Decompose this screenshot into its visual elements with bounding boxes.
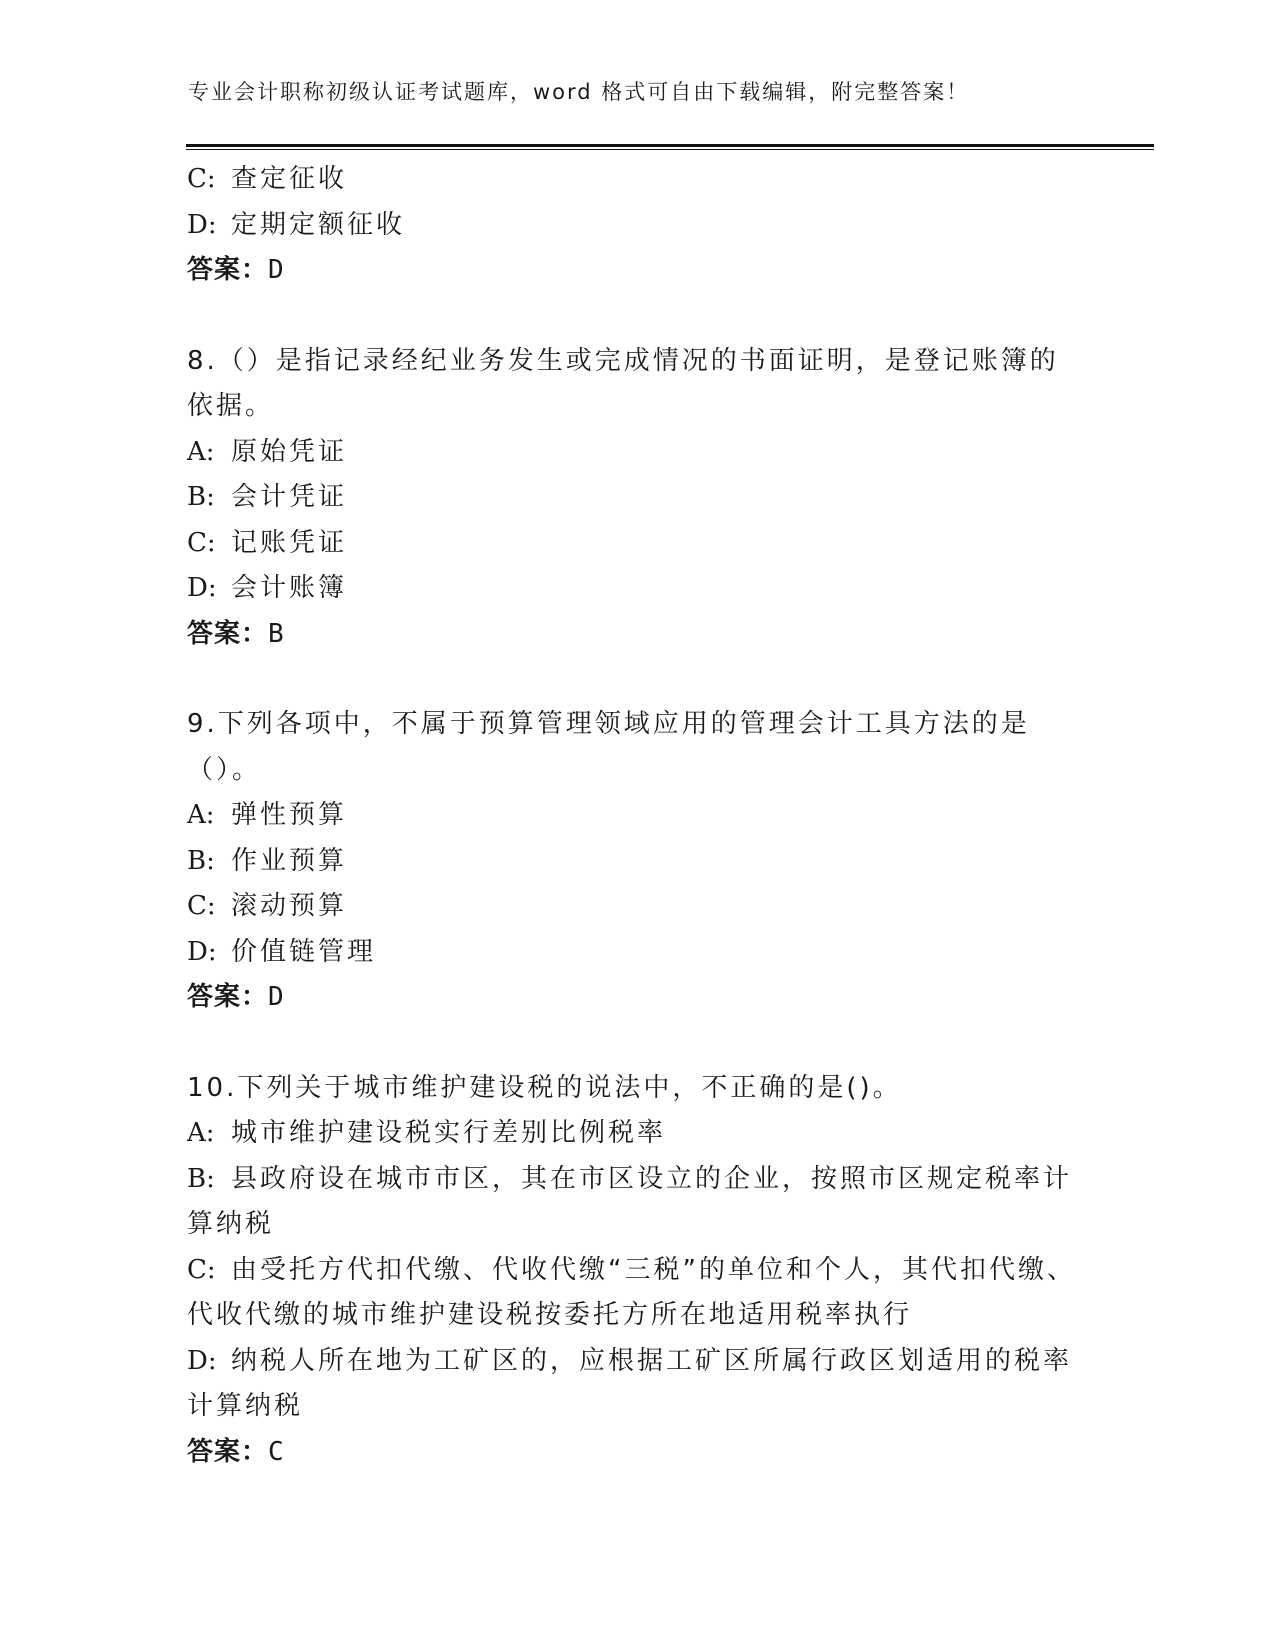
header-rule-thick xyxy=(186,144,1154,147)
option-prefix: D: xyxy=(187,573,217,603)
option-text: 作业预算 xyxy=(231,845,348,876)
option-prefix: C: xyxy=(187,164,216,194)
option-d xyxy=(187,1339,1077,1430)
question-9-stem: 9.下列各项中，不属于预算管理领域应用的管理会计工具方法的是（）。 xyxy=(187,709,1030,785)
option-prefix: D: xyxy=(187,936,217,967)
answer-line xyxy=(187,248,1077,294)
option-text: 滚动预算 xyxy=(231,891,348,921)
option-prefix: A: xyxy=(187,1118,215,1148)
option-text: 由受托方代扣代缴、代收代缴“三税”的单位和个人，其代扣代缴、代收代缴的城市维护建设税按委托方所在地适用税率执行 xyxy=(187,1254,1076,1330)
option-c xyxy=(187,884,1077,930)
answer-line xyxy=(187,612,1077,658)
option-c xyxy=(187,157,1077,203)
option-d xyxy=(187,203,1077,249)
option-prefix: B: xyxy=(187,482,215,512)
option-prefix: C: xyxy=(187,527,216,558)
option-prefix: B: xyxy=(187,1163,215,1194)
option-b xyxy=(187,475,1077,521)
option-a xyxy=(187,793,1077,839)
answer-label: 答案： xyxy=(187,255,269,285)
option-b xyxy=(187,1157,1077,1248)
option-prefix: D: xyxy=(187,209,217,240)
option-text: 原始凭证 xyxy=(231,436,348,467)
answer-label: 答案： xyxy=(187,1436,269,1467)
option-a xyxy=(187,430,1077,476)
option-a xyxy=(187,1111,1077,1157)
option-prefix: B: xyxy=(187,845,215,876)
option-text: 记账凭证 xyxy=(231,527,348,558)
answer-line xyxy=(187,975,1077,1021)
option-text: 城市维护建设税实行差别比例税率 xyxy=(231,1118,667,1148)
answer-value: D xyxy=(268,982,285,1012)
option-d xyxy=(187,930,1077,976)
question-8-stem: 8.（）是指记录经纪业务发生或完成情况的书面证明，是登记账簿的依据。 xyxy=(187,345,1059,421)
option-text: 县政府设在城市市区，其在市区设立的企业，按照市区规定税率计算纳税 xyxy=(187,1163,1073,1239)
option-text: 弹性预算 xyxy=(231,800,348,830)
option-text: 会计账簿 xyxy=(231,573,348,603)
option-prefix: A: xyxy=(187,800,215,830)
option-prefix: D: xyxy=(187,1345,217,1376)
answer-label: 答案： xyxy=(187,982,269,1012)
option-prefix: A: xyxy=(187,436,215,467)
document-body xyxy=(187,157,1077,1475)
option-text: 定期定额征收 xyxy=(231,209,406,240)
option-text: 价值链管理 xyxy=(231,936,377,967)
option-text: 会计凭证 xyxy=(231,482,348,512)
option-c xyxy=(187,521,1077,567)
option-text: 纳税人所在地为工矿区的，应根据工矿区所属行政区划适用的税率计算纳税 xyxy=(187,1345,1073,1421)
option-b xyxy=(187,839,1077,885)
option-prefix: C: xyxy=(187,891,216,921)
answer-value: C xyxy=(268,1436,285,1467)
question-10-stem: 10.下列关于城市维护建设税的说法中，不正确的是()。 xyxy=(187,1072,902,1103)
answer-label: 答案： xyxy=(187,618,269,649)
option-d xyxy=(187,566,1077,612)
answer-value: B xyxy=(268,618,285,649)
header-rule-thin xyxy=(186,149,1154,150)
option-c xyxy=(187,1248,1077,1339)
page-header: 专业会计职称初级认证考试题库，word 格式可自由下载编辑，附完整答案！ xyxy=(188,80,970,104)
option-text: 查定征收 xyxy=(231,164,348,194)
answer-line xyxy=(187,1430,1077,1476)
answer-value: D xyxy=(268,255,285,285)
option-prefix: C: xyxy=(187,1254,216,1285)
